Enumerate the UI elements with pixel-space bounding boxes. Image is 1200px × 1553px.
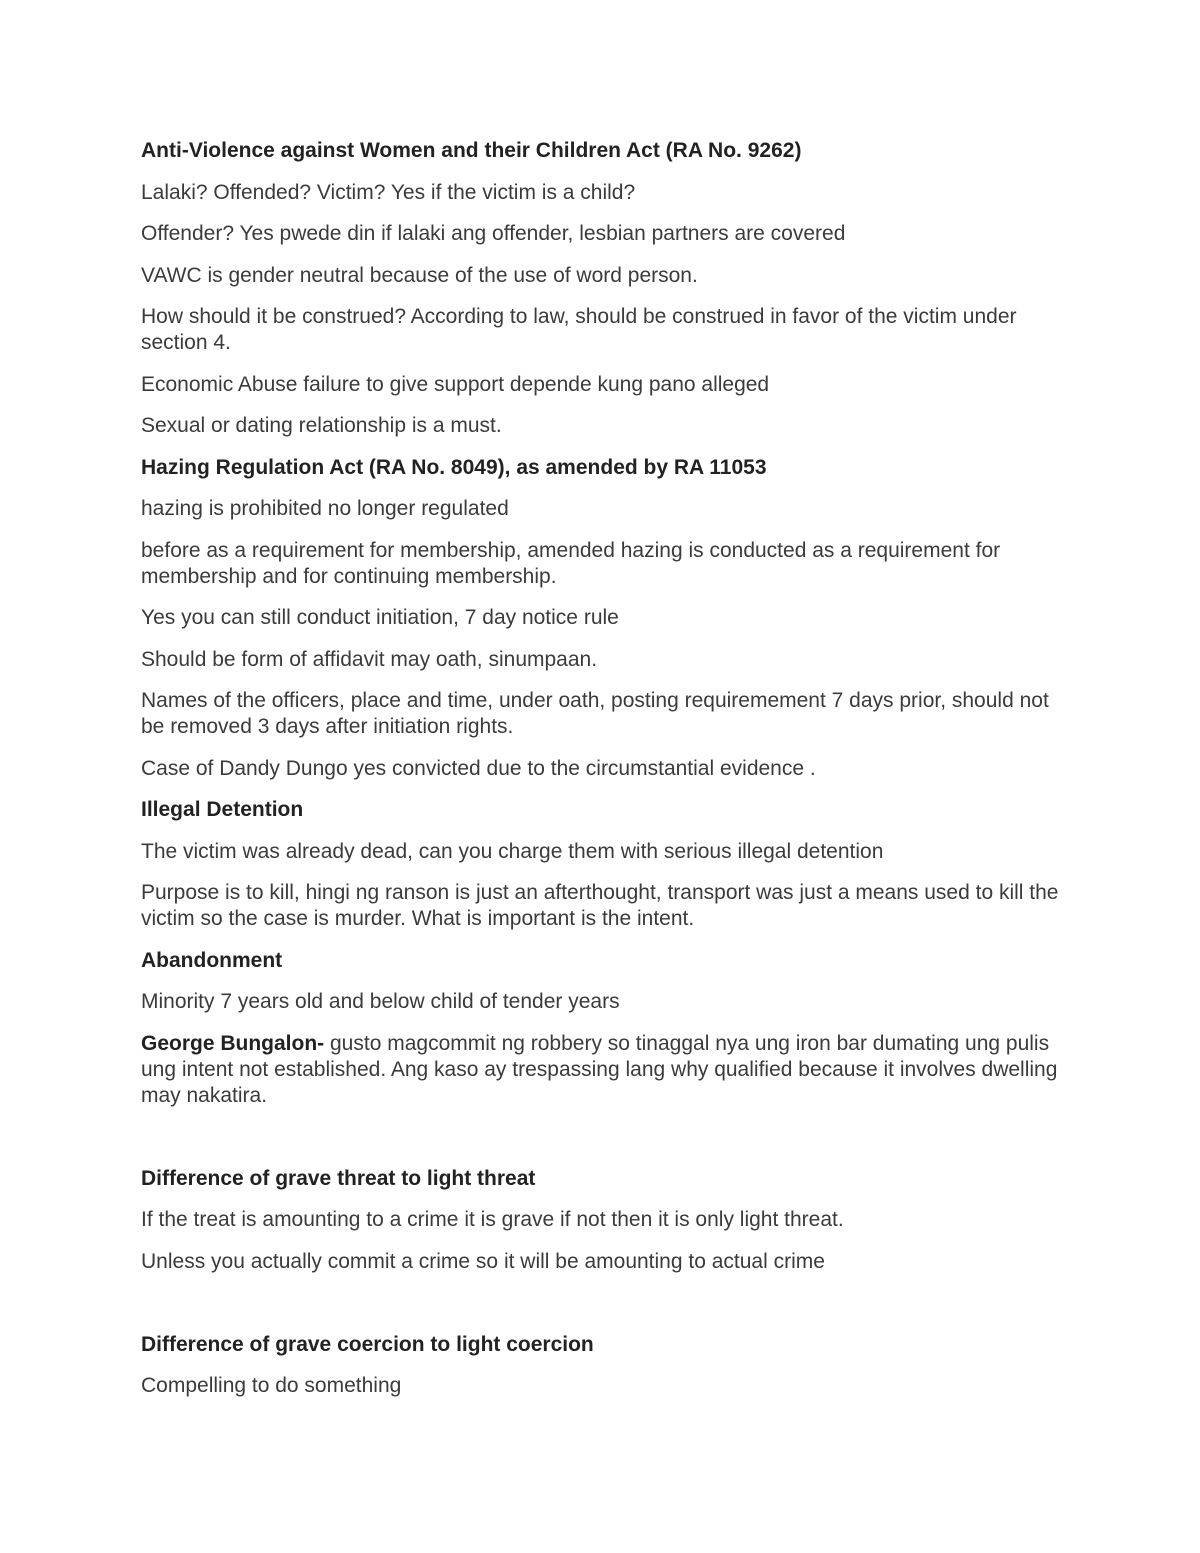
abandonment-case-paragraph (141, 1031, 1071, 1109)
heading-threat: Difference of grave threat to light threat (141, 1166, 536, 1190)
coercion-line-1: Compelling to do something (141, 1374, 402, 1397)
vawc-line-6: Sexual or dating relationship is a must. (141, 414, 502, 437)
heading-vawc: Anti-Violence against Women and their Children Act (RA No. 9262) (141, 139, 802, 162)
heading-illegal-detention: Illegal Detention (141, 798, 304, 821)
heading-hazing: Hazing Regulation Act (RA No. 8049), as amended by RA 11053 (141, 455, 767, 479)
vawc-line-4: How should it be construed? According to law, should be construed in favor of the victim under section 4. (141, 305, 1017, 354)
heading-coercion: Difference of grave coercion to light coercion (141, 1332, 594, 1356)
blank-line (141, 1124, 1071, 1150)
case-text: gusto magcommit ng robbery so tinaggal nya ung iron bar dumating ung pulis ung intent not established. Ang kaso ay trespassing lang why qualified because it involves dwelling may nakatira. (141, 1031, 1058, 1107)
vawc-line-1: Lalaki? Offended? Victim? Yes if the victim is a child? (141, 180, 636, 204)
blank-line (141, 1290, 1071, 1316)
hazing-line-2: before as a requirement for membership, amended hazing is conducted as a requirement for membership and for continuing membership. (141, 538, 1001, 588)
hazing-line-4: Should be form of affidavit may oath, sinumpaan. (141, 647, 598, 671)
vawc-line-3: VAWC is gender neutral because of the use of word person. (141, 263, 698, 287)
detention-line-2: Purpose is to kill, hingi ng ranson is just an afterthought, transport was just a means used to kill the victim so the case is murder. What is important is the intent. (141, 881, 1059, 930)
hazing-line-3: Yes you can still conduct initiation, 7 day notice rule (141, 606, 619, 629)
hazing-line-6: Case of Dandy Dungo yes convicted due to the circumstantial evidence . (141, 756, 816, 780)
hazing-line-1: hazing is prohibited no longer regulated (141, 497, 509, 520)
vawc-line-5: Economic Abuse failure to give support depende kung pano alleged (141, 372, 770, 396)
threat-line-1: If the treat is amounting to a crime it is grave if not then it is only light threat. (141, 1208, 844, 1231)
hazing-line-5: Names of the officers, place and time, under oath, posting requiremement 7 days prior, should not be removed 3 days after initiation rights. (141, 689, 1049, 738)
case-name: George Bungalon- (141, 1031, 325, 1055)
threat-line-2: Unless you actually commit a crime so it will be amounting to actual crime (141, 1249, 825, 1273)
heading-abandonment: Abandonment (141, 948, 283, 972)
document-page (141, 138, 1071, 1415)
vawc-line-2: Offender? Yes pwede din if lalaki ang offender, lesbian partners are covered (141, 222, 846, 245)
abandonment-line-1: Minority 7 years old and below child of tender years (141, 990, 620, 1013)
detention-line-1: The victim was already dead, can you charge them with serious illegal detention (141, 839, 884, 863)
